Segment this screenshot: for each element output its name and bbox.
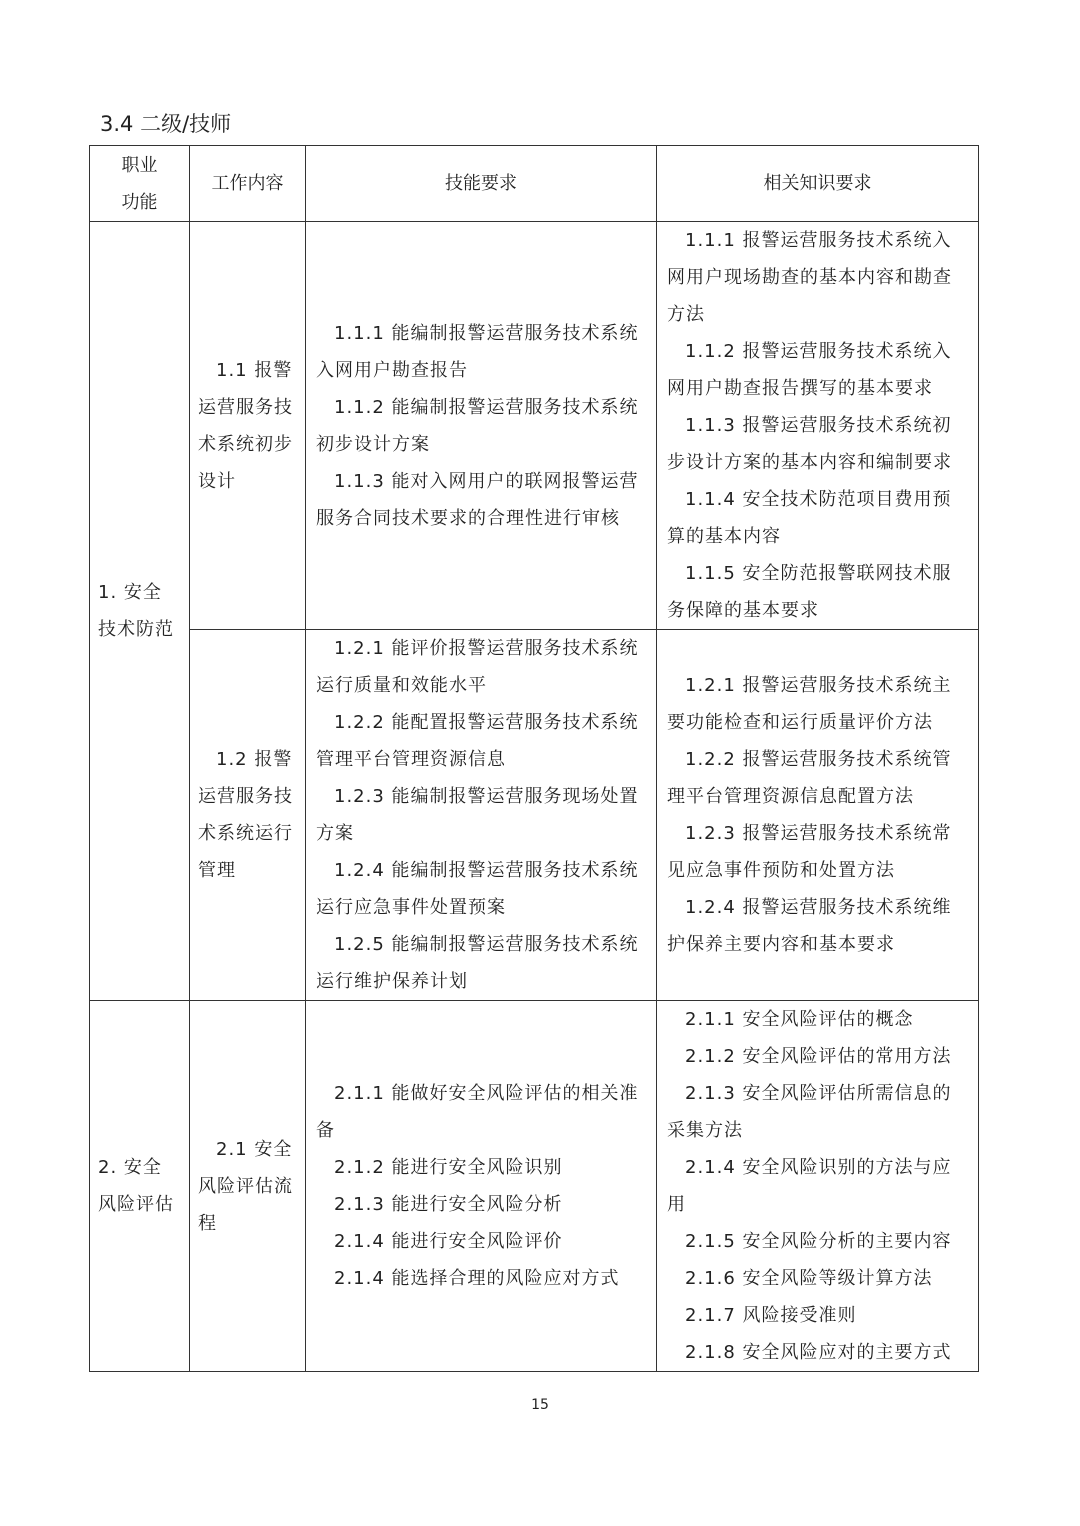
knowledge-item: 2.1.4 安全风险识别的方法与应用 bbox=[667, 1157, 952, 1215]
function-cell bbox=[90, 222, 190, 1001]
skill-item: 2.1.4 能进行安全风险评价 bbox=[334, 1231, 563, 1252]
knowledge-item: 1.2.3 报警运营服务技术系统常见应急事件预防和处置方法 bbox=[667, 823, 952, 881]
skill-item: 1.1.1 能编制报警运营服务技术系统入网用户勘查报告 bbox=[316, 322, 639, 381]
table-row bbox=[90, 1001, 979, 1372]
work-cell bbox=[190, 1001, 306, 1372]
knowledge-item: 2.1.7 风险接受准则 bbox=[685, 1305, 857, 1326]
skill-item: 2.1.3 能进行安全风险分析 bbox=[334, 1194, 563, 1215]
knowledge-cell bbox=[657, 630, 979, 1001]
table-row bbox=[90, 630, 979, 1001]
header-knowledge: 相关知识要求 bbox=[657, 146, 979, 222]
knowledge-item: 1.1.2 报警运营服务技术系统入网用户勘查报告撰写的基本要求 bbox=[667, 341, 952, 399]
work-name: 1.2 报警运营服务技术系统运行管理 bbox=[198, 749, 293, 881]
header-skill: 技能要求 bbox=[306, 146, 657, 222]
header-function: 职业 功能 bbox=[90, 146, 190, 222]
work-cell bbox=[190, 630, 306, 1001]
skill-item: 1.1.3 能对入网用户的联网报警运营服务合同技术要求的合理性进行审核 bbox=[316, 470, 639, 529]
skill-item: 1.2.3 能编制报警运营服务现场处置方案 bbox=[316, 786, 639, 844]
function-cell bbox=[90, 1001, 190, 1372]
skill-item: 2.1.1 能做好安全风险评估的相关准备 bbox=[316, 1083, 639, 1141]
knowledge-item: 1.1.1 报警运营服务技术系统入网用户现场勘查的基本内容和勘查方法 bbox=[667, 230, 952, 325]
work-name: 2.1 安全风险评估流程 bbox=[198, 1138, 293, 1234]
work-name: 1.1 报警运营服务技术系统初步设计 bbox=[198, 359, 293, 492]
function-name: 1. 安全技术防范 bbox=[98, 582, 174, 640]
knowledge-item: 1.2.4 报警运营服务技术系统维护保养主要内容和基本要求 bbox=[667, 897, 952, 955]
skill-item: 1.2.2 能配置报警运营服务技术系统管理平台管理资源信息 bbox=[316, 712, 639, 770]
skill-item: 1.2.1 能评价报警运营服务技术系统运行质量和效能水平 bbox=[316, 638, 639, 696]
skill-item: 1.2.4 能编制报警运营服务技术系统运行应急事件处置预案 bbox=[316, 860, 639, 918]
skill-item: 1.2.5 能编制报警运营服务技术系统运行维护保养计划 bbox=[316, 934, 639, 992]
knowledge-item: 1.1.3 报警运营服务技术系统初步设计方案的基本内容和编制要求 bbox=[667, 415, 952, 473]
skill-item: 1.1.2 能编制报警运营服务技术系统初步设计方案 bbox=[316, 396, 639, 455]
knowledge-cell bbox=[657, 1001, 979, 1372]
knowledge-item: 1.2.2 报警运营服务技术系统管理平台管理资源信息配置方法 bbox=[667, 749, 952, 807]
skill-cell bbox=[306, 630, 657, 1001]
skill-requirements-table bbox=[89, 145, 979, 1372]
work-cell bbox=[190, 222, 306, 630]
knowledge-cell bbox=[657, 222, 979, 630]
knowledge-item: 1.1.5 安全防范报警联网技术服务保障的基本要求 bbox=[667, 563, 952, 621]
section-title: 3.4 二级/技师 bbox=[100, 112, 232, 136]
table-row bbox=[90, 222, 979, 630]
knowledge-item: 2.1.6 安全风险等级计算方法 bbox=[685, 1268, 933, 1289]
skill-item: 2.1.2 能进行安全风险识别 bbox=[334, 1157, 563, 1178]
skill-item: 2.1.4 能选择合理的风险应对方式 bbox=[334, 1268, 620, 1289]
knowledge-item: 1.2.1 报警运营服务技术系统主要功能检查和运行质量评价方法 bbox=[667, 675, 952, 733]
knowledge-item: 2.1.2 安全风险评估的常用方法 bbox=[685, 1046, 952, 1067]
skill-cell bbox=[306, 222, 657, 630]
page-number: 15 bbox=[531, 1397, 549, 1413]
table-header-row bbox=[90, 146, 979, 222]
function-name: 2. 安全风险评估 bbox=[98, 1157, 174, 1215]
header-work: 工作内容 bbox=[190, 146, 306, 222]
knowledge-item: 2.1.1 安全风险评估的概念 bbox=[685, 1009, 914, 1030]
knowledge-item: 2.1.3 安全风险评估所需信息的采集方法 bbox=[667, 1083, 952, 1141]
knowledge-item: 1.1.4 安全技术防范项目费用预算的基本内容 bbox=[667, 489, 952, 547]
knowledge-item: 2.1.8 安全风险应对的主要方式 bbox=[685, 1342, 952, 1363]
skill-cell bbox=[306, 1001, 657, 1372]
knowledge-item: 2.1.5 安全风险分析的主要内容 bbox=[685, 1231, 952, 1252]
